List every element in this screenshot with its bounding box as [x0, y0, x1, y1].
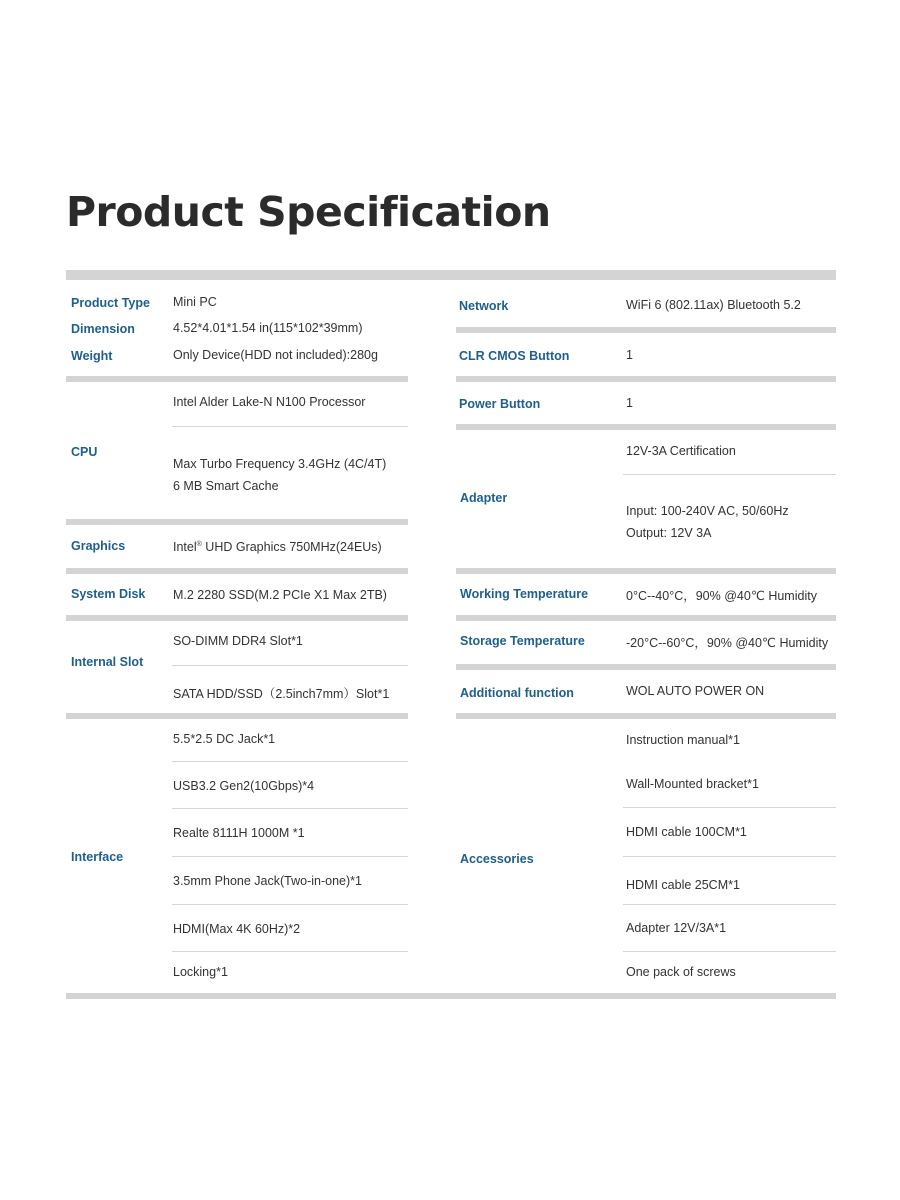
interface-item: Realte 8111H 1000M *1 — [173, 826, 305, 840]
clr-cmos-label: CLR CMOS Button — [459, 349, 570, 363]
accessory-item: HDMI cable 100CM*1 — [626, 825, 747, 839]
accessory-item: HDMI cable 25CM*1 — [626, 878, 740, 892]
clr-cmos-value: 1 — [626, 348, 633, 362]
graphics-value — [173, 540, 382, 554]
internal-slot-ddr4-value: SO-DIMM DDR4 Slot*1 — [173, 634, 303, 648]
row-divider — [456, 568, 836, 574]
row-divider — [456, 615, 836, 621]
power-button-label: Power Button — [459, 397, 541, 411]
weight-value: Only Device(HDD not included):280g — [173, 348, 378, 362]
sub-divider — [172, 856, 408, 857]
table-bottom-bar — [66, 993, 836, 999]
sub-divider — [172, 951, 408, 952]
cpu-turbo-value: Max Turbo Frequency 3.4GHz (4C/4T) — [173, 457, 387, 471]
sub-divider — [172, 665, 408, 666]
dimension-value: 4.52*4.01*1.54 in(115*102*39mm) — [173, 321, 363, 335]
cpu-label: CPU — [71, 445, 98, 459]
product-type-value: Mini PC — [173, 295, 217, 309]
cpu-cache-value: 6 MB Smart Cache — [173, 479, 279, 493]
sub-divider — [623, 856, 836, 857]
product-type-label: Product Type — [71, 296, 150, 310]
power-button-value: 1 — [626, 396, 633, 410]
table-top-bar — [66, 270, 836, 280]
cpu-processor-value: Intel Alder Lake-N N100 Processor — [173, 395, 366, 409]
system-disk-value: M.2 2280 SSD(M.2 PCIe X1 Max 2TB) — [173, 588, 387, 602]
row-divider — [66, 713, 408, 719]
row-divider — [66, 615, 408, 621]
interface-item: HDMI(Max 4K 60Hz)*2 — [173, 922, 301, 936]
row-divider — [66, 568, 408, 574]
interface-item: USB3.2 Gen2(10Gbps)*4 — [173, 779, 315, 793]
page-title: Product Specification — [66, 188, 551, 236]
interface-item: 5.5*2.5 DC Jack*1 — [173, 732, 276, 746]
internal-slot-sata-value: SATA HDD/SSD（2.5inch7mm）Slot*1 — [173, 687, 390, 701]
row-divider — [456, 664, 836, 670]
internal-slot-label: Internal Slot — [71, 655, 144, 669]
accessory-item: Adapter 12V/3A*1 — [626, 921, 727, 935]
graphics-model: UHD Graphics 750MHz(24EUs) — [201, 540, 382, 554]
sub-divider — [172, 426, 408, 427]
working-temperature-label: Working Temperature — [460, 587, 589, 601]
additional-function-label: Additional function — [460, 686, 574, 700]
accessory-item: One pack of screws — [626, 965, 736, 979]
network-label: Network — [459, 299, 509, 313]
sub-divider — [623, 904, 836, 905]
graphics-label: Graphics — [71, 539, 126, 553]
sub-divider — [172, 761, 408, 762]
adapter-label: Adapter — [460, 491, 508, 505]
adapter-input-value: Input: 100-240V AC, 50/60Hz — [626, 504, 789, 518]
interface-item: 3.5mm Phone Jack(Two-in-one)*1 — [173, 874, 362, 888]
row-divider — [456, 424, 836, 430]
adapter-output-value: Output: 12V 3A — [626, 526, 712, 540]
network-value: WiFi 6 (802.11ax) Bluetooth 5.2 — [626, 298, 801, 312]
row-divider — [66, 519, 408, 525]
sub-divider — [172, 904, 408, 905]
graphics-brand: Intel — [173, 540, 197, 554]
system-disk-label: System Disk — [71, 587, 146, 601]
row-divider — [456, 713, 836, 719]
dimension-label: Dimension — [71, 322, 135, 336]
row-divider — [456, 376, 836, 382]
sub-divider — [172, 808, 408, 809]
weight-label: Weight — [71, 349, 113, 363]
accessory-item: Instruction manual*1 — [626, 733, 740, 747]
sub-divider — [623, 951, 836, 952]
additional-function-value: WOL AUTO POWER ON — [626, 684, 765, 698]
row-divider — [456, 327, 836, 333]
accessories-label: Accessories — [460, 852, 534, 866]
registered-mark: ® — [196, 540, 202, 548]
interface-item: Locking*1 — [173, 965, 228, 979]
sub-divider — [623, 474, 836, 475]
accessory-item: Wall-Mounted bracket*1 — [626, 777, 759, 791]
sub-divider — [623, 807, 836, 808]
storage-temperature-label: Storage Temperature — [460, 634, 585, 648]
row-divider — [66, 376, 408, 382]
interface-label: Interface — [71, 850, 124, 864]
storage-temperature-value: -20°C--60°C，90% @40℃ Humidity — [626, 636, 829, 650]
working-temperature-value: 0°C--40°C，90% @40℃ Humidity — [626, 589, 817, 603]
adapter-certification-value: 12V-3A Certification — [626, 444, 736, 458]
